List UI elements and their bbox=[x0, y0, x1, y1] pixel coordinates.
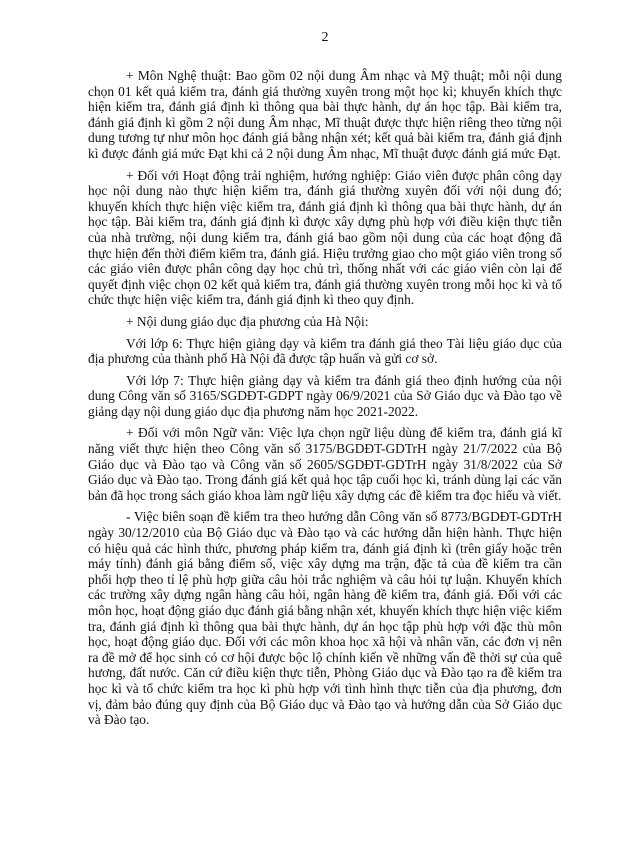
paragraph-experiential-activities: + Đối với Hoạt động trải nghiệm, hướng nghiệp: Giáo viên được phân công dạy học nội dung nào thực hiện kiểm tra, đánh giá thường xuyên đối với nội dung đó; khuyến khích thực hiện việc kiểm tra, đánh giá định kì thông qua bài thực hành, dự án học tập. Bài kiểm tra, đánh giá định kì được xây dựng phù hợp với điều kiện thực tiễn của nhà trường, nội dung kiểm tra, đánh giá bao gồm nội dung của các hoạt động đã thực hiện đến thời điểm kiểm tra, đánh giá. Hiệu trưởng giao cho một giáo viên trong số các giáo viên được phân công dạy học chủ trì, thống nhất với các giáo viên còn lại để quyết định việc chọn 02 kết quả kiểm tra, đánh giá thường xuyên trong mỗi học kì và tổ chức thực hiện việc kiểm tra, đánh giá định kì theo quy định. bbox=[88, 167, 562, 308]
paragraph-grade-6: Với lớp 6: Thực hiện giảng dạy và kiểm tra đánh giá theo Tài liệu giáo dục của địa phương của thành phố Hà Nội đã được tập huấn và gửi cơ sở. bbox=[88, 335, 562, 367]
page-number: 2 bbox=[321, 30, 329, 45]
paragraph-local-education-heading: + Nội dung giáo dục địa phương của Hà Nội: bbox=[126, 313, 369, 329]
paragraph-test-compilation: - Việc biên soạn đề kiểm tra theo hướng dẫn Công văn số 8773/BGDĐT-GDTrH ngày 30/12/2010 của Bộ Giáo dục và Đào tạo và các hướng dẫn hiện hành. Thực hiện có hiệu quả các hình thức, phương pháp kiểm tra, đánh giá định kì (trên giấy hoặc trên máy tính) đánh giá bằng điểm số, việc xây dựng ma trận, đặc tả của đề kiểm tra cần phối hợp theo tỉ lệ phù hợp giữa câu hỏi trắc nghiệm và câu hỏi tự luận. Khuyến khích các trường xây dựng ngân hàng câu hỏi, ngân hàng đề kiểm tra, đánh giá. Đối với các môn học, hoạt động giáo dục đánh giá bằng nhận xét, khuyến khích thực hiện việc kiểm tra, đánh giá định kì thông qua bài thực hành, dự án học tập phù hợp với đặc thù môn học, hoạt động giáo dục. Đối với các môn khoa học xã hội và nhân văn, các đơn vị nên ra đề mở để học sinh có cơ hội được bộc lộ chính kiến về những vấn đề thời sự của quê hương, đất nước. Căn cứ điều kiện thực tiễn, Phòng Giáo dục và Đào tạo ra đề kiểm tra học kì và tổ chức kiểm tra học kì phù hợp với tình hình thực tiễn của địa phương, đơn vị, đảm bảo đúng quy định của Bộ Giáo dục và Đào tạo và hướng dẫn của Sở Giáo dục và Đào tạo. bbox=[88, 509, 562, 728]
paragraph-art-subject: + Môn Nghệ thuật: Bao gồm 02 nội dung Âm nhạc và Mỹ thuật; mỗi nội dung chọn 01 kết quả kiểm tra, đánh giá thường xuyên trong một học kì; khuyến khích thực hiện kiểm tra, đánh giá định kì thông qua bài thực hành, dự án học tập. Bài kiểm tra, đánh giá định kì gồm 2 nội dung Âm nhạc, Mĩ thuật được thực hiện riêng theo từng nội dung tương tự như môn học đánh giá bằng nhận xét; kết quả bài kiểm tra, đánh giá định kì được đánh giá mức Đạt khi cả 2 nội dung Âm nhạc, Mĩ thuật được đánh giá mức Đạt. bbox=[88, 68, 562, 161]
paragraph-grade-7: Với lớp 7: Thực hiện giảng dạy và kiểm tra đánh giá theo định hướng của nội dung Công văn số 3165/SGDĐT-GDPT ngày 06/9/2021 của Sở Giáo dục và Đào tạo về giảng dạy nội dung giáo dục địa phương năm học 2021-2022. bbox=[88, 372, 562, 419]
paragraph-literature-subject: + Đối với môn Ngữ văn: Việc lựa chọn ngữ liệu dùng để kiểm tra, đánh giá kĩ năng viết thực hiện theo Công văn số 3175/BGDĐT-GDTrH ngày 21/7/2022 của Bộ Giáo dục và Đào tạo và Công văn số 2605/SGDĐT-GDTrH ngày 31/8/2022 của Sở Giáo dục và Đào tạo. Trong đánh giá kết quả học tập cuối học kì, tránh dùng lại các văn bản đã học trong sách giáo khoa làm ngữ liệu xây dựng các đề kiểm tra đọc hiểu và viết. bbox=[88, 425, 562, 503]
